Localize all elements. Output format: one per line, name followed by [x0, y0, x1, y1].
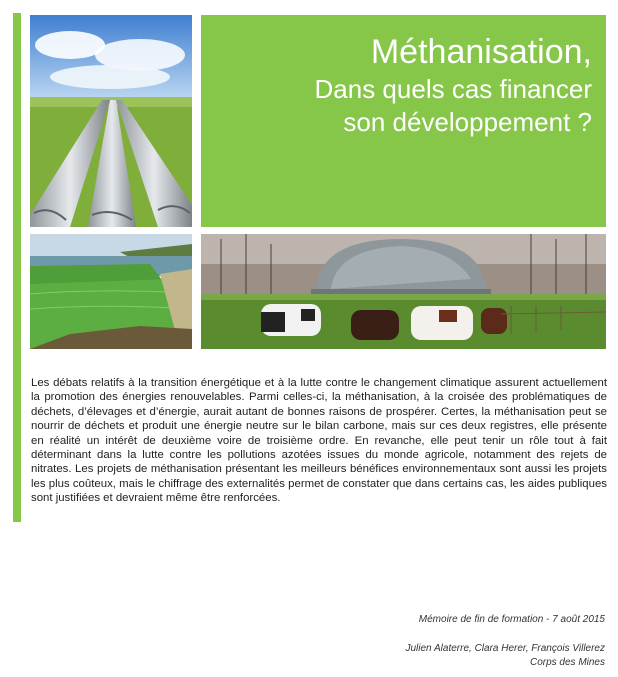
memoire-date: Mémoire de fin de formation - 7 août 2015: [418, 614, 605, 625]
biogas-digester-with-cows-photo: [201, 234, 606, 349]
title-banner: [201, 15, 606, 227]
pipeline-photo: [30, 15, 192, 227]
authors: Julien Alaterre, Clara Herer, François Villerez: [405, 643, 605, 654]
abstract-paragraph: Les débats relatifs à la transition énergétique et à la lutte contre le changement climatique assurent actuellement la promotion des énergies renouvelables. Parmi celles-ci, la méthanisation, à la croisée des problématiques de déchets, d’élevages et d’énergie, aurait autant de bonnes raisons de prospérer. Certes, la méthanisation peut se nourrir de déchets et produit une énergie neutre sur le bilan carbone, mais sur ces deux registres, elle présente en réalité un intérêt de deuxième voire de troisième ordre. En revanche, elle peut tenir un rôle tout à fait déterminant dans la lutte contre les pollutions azotées issues du monde agricole, notamment des rejets de nitrates. Les projets de méthanisation présentant les meilleurs bénéfices environnementaux sont aussi les projets les plus coûteux, mais le chiffrage des externalités permet de constater que dans certains cas, les aides publiques sont justifiées et devraient même être renforcées.: [31, 377, 607, 505]
institution: Corps des Mines: [529, 657, 605, 668]
page-title: Méthanisation,: [370, 33, 592, 71]
green-accent-bar: [13, 13, 21, 522]
green-algae-coast-photo: [30, 234, 192, 349]
page-subtitle-line2: son développement ?: [343, 107, 592, 137]
page-subtitle-line1: Dans quels cas financer: [314, 74, 592, 104]
